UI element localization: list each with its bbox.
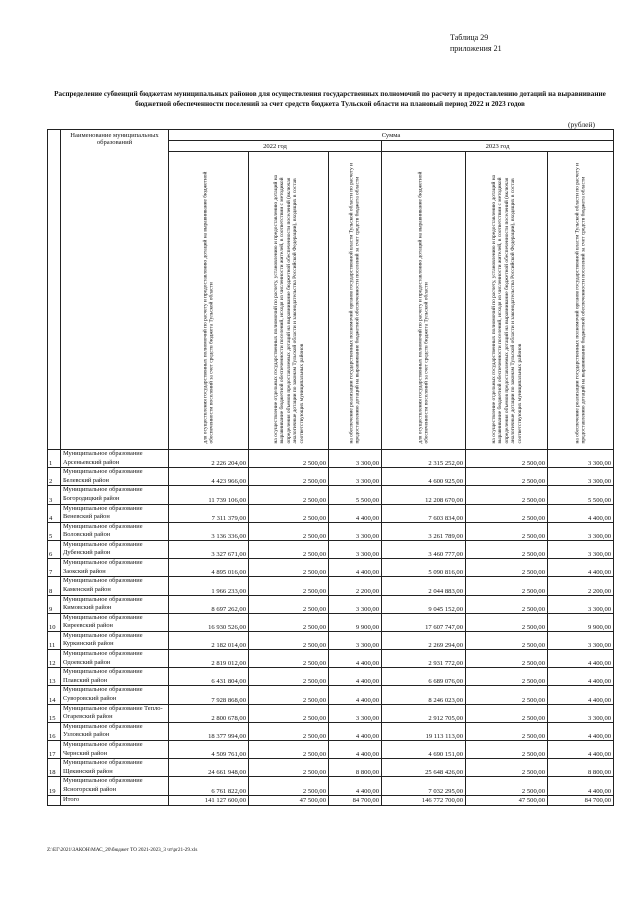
row-number: 7 [48,559,61,577]
municipality-name: Муниципальное образование Плавский район [61,668,169,686]
amount-cell: 4 400,00 [329,722,382,740]
total-label: Итого [61,795,169,805]
table-number: Таблица 29 [450,33,489,42]
amount-cell: 3 300,00 [548,540,614,558]
amount-cell: 2 500,00 [249,686,329,704]
table-reference [450,32,502,54]
row-number: 16 [48,722,61,740]
municipality-name: Муниципальное образование Воловский район [61,522,169,540]
amount-cell: 2 500,00 [249,577,329,595]
amount-cell: 4 895 016,00 [169,559,249,577]
total-row [48,795,614,805]
table-row [48,595,614,613]
amount-cell: 7 311 379,00 [169,504,249,522]
amount-cell: 2 500,00 [466,450,548,468]
amount-cell: 17 607 747,00 [382,613,466,631]
appendix-number: приложения 21 [450,44,502,53]
amount-cell: 2 500,00 [466,522,548,540]
table-row [48,686,614,704]
amount-cell: 2 500,00 [249,704,329,722]
municipality-name: Муниципальное образование Богородицкий район [61,486,169,504]
amount-cell: 2 500,00 [466,686,548,704]
amount-cell: 2 819 012,00 [169,650,249,668]
amount-cell: 2 226 204,00 [169,450,249,468]
amount-cell: 2 269 294,00 [382,631,466,649]
amount-cell: 2 315 252,00 [382,450,466,468]
amount-cell: 6 761 822,00 [169,777,249,795]
amount-cell: 2 500,00 [249,650,329,668]
amount-cell: 8 800,00 [548,759,614,777]
amount-cell: 4 400,00 [329,777,382,795]
sum-header: Сумма [169,130,614,141]
amount-cell: 3 300,00 [548,704,614,722]
amount-cell: 4 400,00 [548,777,614,795]
amount-cell: 2 500,00 [466,468,548,486]
table-row [48,777,614,795]
col-header-text: для осуществления государственных полномочий по расчету и предоставлению дотаций на выравнивание бюджетной обеспеченности поселений за счет средств бюджета Тульской области [417,171,430,443]
amount-cell: 3 300,00 [329,631,382,649]
row-number: 6 [48,540,61,558]
municipality-name: Муниципальное образование Белевский район [61,468,169,486]
amount-cell: 2 500,00 [249,450,329,468]
amount-cell: 2 500,00 [466,668,548,686]
row-number: 1 [48,450,61,468]
amount-cell: 7 032 295,00 [382,777,466,795]
municipality-name: Муниципальное образование Узловский район [61,722,169,740]
amount-cell: 8 697 262,00 [169,595,249,613]
table-row [48,631,614,649]
table-row [48,722,614,740]
amount-cell: 11 739 106,00 [169,486,249,504]
amount-cell: 3 300,00 [548,522,614,540]
total-amount-cell: 47 500,00 [249,795,329,805]
amount-cell: 2 912 705,00 [382,704,466,722]
name-header: Наименование муниципальных образований [61,130,169,450]
amount-cell: 6 689 076,00 [382,668,466,686]
units-label: (рублей) [568,120,596,129]
total-amount-cell: 141 127 600,00 [169,795,249,805]
col-header-text: на осуществление отдельных государственных полномочий по расчету, установлению и предоставлению дотаций на выравнивание бюджетной обеспеченности поселений, исходя из численности жителей, в соответствии с методикой определения объемов предоставляемых дотаций на выравнивание бюджетной обеспеченности поселений (включая аналогичные дотации по законам Тульской области и законодательства Российской Федерации), входящих в состав соответствующих муниципальных районов [272,174,305,443]
amount-cell: 4 400,00 [548,668,614,686]
amount-cell: 4 400,00 [548,741,614,759]
file-path-footer: Z:\ЕГ\2021\ЗАКОН\МАС_20\бюджет ТО 2021-2023_3 чт\pr21-29.xls [47,847,198,853]
amount-cell: 7 603 834,00 [382,504,466,522]
amount-cell: 3 460 777,00 [382,540,466,558]
row-number: 17 [48,741,61,759]
amount-cell: 2 500,00 [466,704,548,722]
amount-cell: 5 500,00 [548,486,614,504]
amount-cell: 2 500,00 [466,504,548,522]
row-number: 9 [48,595,61,613]
amount-cell: 2 500,00 [466,595,548,613]
amount-cell: 3 300,00 [329,522,382,540]
row-number: 15 [48,704,61,722]
amount-cell: 8 246 023,00 [382,686,466,704]
table-row [48,741,614,759]
amount-cell: 4 400,00 [329,504,382,522]
amount-cell: 2 500,00 [466,613,548,631]
amount-cell: 4 690 151,00 [382,741,466,759]
amount-cell: 3 300,00 [329,468,382,486]
municipality-name: Муниципальное образование Арсеньевский район [61,450,169,468]
total-amount-cell: 84 700,00 [329,795,382,805]
amount-cell: 2 500,00 [249,722,329,740]
row-number: 14 [48,686,61,704]
index-header [48,130,61,450]
amount-cell: 9 900,00 [548,613,614,631]
amount-cell: 4 400,00 [548,504,614,522]
amount-cell: 7 928 868,00 [169,686,249,704]
amount-cell: 2 500,00 [249,777,329,795]
municipality-name: Муниципальное образование Веневский район [61,504,169,522]
amount-cell: 3 327 671,00 [169,540,249,558]
amount-cell: 2 500,00 [249,486,329,504]
amount-cell: 9 045 152,00 [382,595,466,613]
amount-cell: 4 423 966,00 [169,468,249,486]
amount-cell: 4 400,00 [548,559,614,577]
municipality-name: Муниципальное образование Чернский район [61,741,169,759]
amount-cell: 3 136 336,00 [169,522,249,540]
amount-cell: 2 500,00 [466,777,548,795]
table-row [48,613,614,631]
amount-cell: 4 400,00 [548,650,614,668]
row-number: 13 [48,668,61,686]
amount-cell: 2 500,00 [249,468,329,486]
amount-cell: 25 648 426,00 [382,759,466,777]
municipality-name: Муниципальное образование Одоевский район [61,650,169,668]
amount-cell: 5 090 816,00 [382,559,466,577]
amount-cell: 4 400,00 [548,722,614,740]
col-header-text: на осуществление отдельных государственных полномочий по расчету, установлению и предоставлению дотаций на выравнивание бюджетной обеспеченности поселений, исходя из численности жителей, в соответствии с методикой определения объемов предоставляемых дотаций на выравнивание бюджетной обеспеченности поселений (включая аналогичные дотации по законам Тульской области и законодательства Российской Федерации), входящих в состав соответствующих муниципальных районов [490,174,523,443]
table-row [48,704,614,722]
row-number: 18 [48,759,61,777]
amount-cell: 1 966 233,00 [169,577,249,595]
amount-cell: 2 200,00 [548,577,614,595]
col-header-text: на обеспечение реализации государственных полномочий органов государственной власти Тульской области по расчету и предоставлению дотаций на выравнивание бюджетной обеспеченности поселений за счет средств бюджета области [348,162,361,443]
amount-cell: 3 300,00 [548,468,614,486]
amount-cell: 2 500,00 [249,668,329,686]
amount-cell: 9 900,00 [329,613,382,631]
amount-cell: 2 500,00 [466,741,548,759]
municipality-name: Муниципальное образование Заокский район [61,559,169,577]
table-row [48,504,614,522]
amount-cell: 4 400,00 [329,668,382,686]
amount-cell: 6 431 804,00 [169,668,249,686]
row-number: 2 [48,468,61,486]
amount-cell: 2 500,00 [249,613,329,631]
amount-cell: 2 500,00 [466,559,548,577]
table-row [48,486,614,504]
year-2023-header: 2023 год [382,141,614,152]
table-row [48,559,614,577]
col-header-2022-delegated [249,152,329,450]
amount-cell: 2 044 883,00 [382,577,466,595]
amount-cell: 3 300,00 [329,450,382,468]
amount-cell: 3 261 789,00 [382,522,466,540]
amount-cell: 3 300,00 [548,450,614,468]
amount-cell: 4 600 925,00 [382,468,466,486]
municipality-name: Муниципальное образование Дубенский район [61,540,169,558]
amount-cell: 2 500,00 [249,522,329,540]
amount-cell: 16 930 526,00 [169,613,249,631]
amount-cell: 5 500,00 [329,486,382,504]
amount-cell: 2 182 014,00 [169,631,249,649]
amount-cell: 8 800,00 [329,759,382,777]
municipality-name: Муниципальное образование Каменский район [61,577,169,595]
total-amount-cell: 47 500,00 [466,795,548,805]
year-2022-header: 2022 год [169,141,382,152]
amount-cell: 2 931 772,00 [382,650,466,668]
col-header-2023-calc [382,152,466,450]
municipality-name: Муниципальное образование Кимовский район [61,595,169,613]
amount-cell: 3 300,00 [548,631,614,649]
amount-cell: 4 400,00 [329,741,382,759]
amount-cell: 3 300,00 [329,595,382,613]
row-number: 5 [48,522,61,540]
amount-cell: 12 208 670,00 [382,486,466,504]
municipality-name: Муниципальное образование Киреевский район [61,613,169,631]
total-amount-cell: 146 772 700,00 [382,795,466,805]
table-body [48,450,614,806]
amount-cell: 4 509 761,00 [169,741,249,759]
municipality-name: Муниципальное образование Суворовский район [61,686,169,704]
row-number: 19 [48,777,61,795]
amount-cell: 2 500,00 [466,759,548,777]
col-header-2022-calc [169,152,249,450]
amount-cell: 2 500,00 [249,559,329,577]
table-row [48,759,614,777]
row-number: 4 [48,504,61,522]
col-header-2022-support [329,152,382,450]
municipality-name: Муниципальное образование Щекинский район [61,759,169,777]
amount-cell: 3 300,00 [329,540,382,558]
amount-cell: 2 800 678,00 [169,704,249,722]
amount-cell: 2 500,00 [249,741,329,759]
amount-cell: 3 300,00 [329,704,382,722]
table-row [48,668,614,686]
amount-cell: 18 377 994,00 [169,722,249,740]
total-amount-cell: 84 700,00 [548,795,614,805]
col-header-text: на обеспечение реализации государственных полномочий органов государственной власти Тульской области по расчету и предоставлению дотаций на выравнивание бюджетной обеспеченности поселений за счет средств бюджета области [574,162,587,443]
table-row [48,540,614,558]
subventions-table [47,129,614,806]
col-header-2023-delegated [466,152,548,450]
row-number: 12 [48,650,61,668]
amount-cell: 2 500,00 [466,486,548,504]
amount-cell: 2 200,00 [329,577,382,595]
amount-cell: 4 400,00 [548,686,614,704]
amount-cell: 24 661 948,00 [169,759,249,777]
amount-cell: 4 400,00 [329,559,382,577]
col-header-text: для осуществления государственных полномочий по расчету и предоставлению дотаций на выравнивание бюджетной обеспеченности поселений за счет средств бюджета Тульской области [202,171,215,443]
col-header-2023-support [548,152,614,450]
amount-cell: 2 500,00 [249,631,329,649]
table-row [48,522,614,540]
amount-cell: 2 500,00 [249,595,329,613]
municipality-name: Муниципальное образование Куркинский район [61,631,169,649]
amount-cell: 4 400,00 [329,650,382,668]
table-row [48,650,614,668]
document-title: Распределение субвенций бюджетам муниципальных районов для осуществления государственных полномочий по расчету и предоставлению дотаций на выравнивание бюджетной обеспеченности поселений за счет средств бюджета Тульской области на плановый период 2022 и 2023 годов [54,90,606,108]
amount-cell: 2 500,00 [466,722,548,740]
row-number: 10 [48,613,61,631]
amount-cell: 2 500,00 [249,504,329,522]
row-number: 11 [48,631,61,649]
row-number: 8 [48,577,61,595]
amount-cell: 2 500,00 [466,650,548,668]
municipality-name: Муниципальное образование Тепло-Огаревский район [61,704,169,722]
table-row [48,450,614,468]
table-row [48,468,614,486]
amount-cell: 2 500,00 [249,759,329,777]
total-index [48,795,61,805]
amount-cell: 4 400,00 [329,686,382,704]
amount-cell: 2 500,00 [249,540,329,558]
amount-cell: 3 300,00 [548,595,614,613]
municipality-name: Муниципальное образование Ясногорский район [61,777,169,795]
amount-cell: 2 500,00 [466,540,548,558]
amount-cell: 2 500,00 [466,631,548,649]
row-number: 3 [48,486,61,504]
amount-cell: 19 113 113,00 [382,722,466,740]
table-row [48,577,614,595]
amount-cell: 2 500,00 [466,577,548,595]
